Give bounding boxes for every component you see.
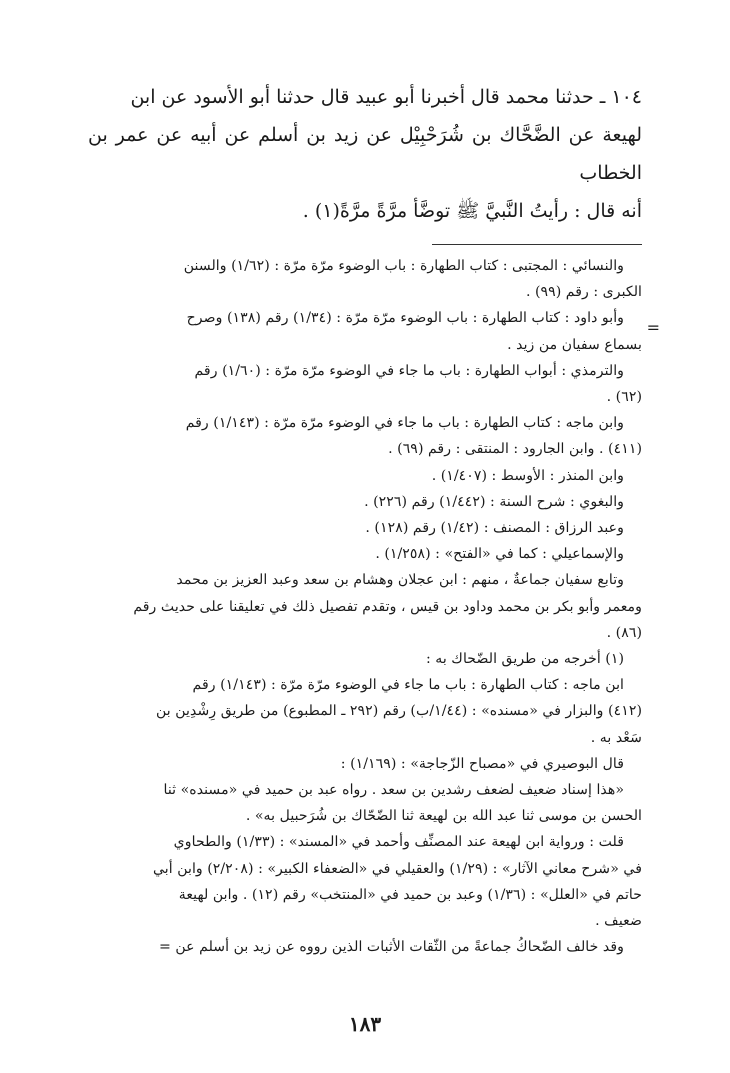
hadith-line: لهيعة عن الضَّحَّاك بن شُرَحْبِيْل عن زيد بن أسلم عن أبيه عن عمر بن الخطاب xyxy=(88,124,642,184)
continuation-mark: = xyxy=(646,318,660,337)
footnote-line: وتابع سفيان جماعةٌ ، منهم : ابن عجلان وهشام بن سعد وعبد العزيز بن محمد xyxy=(176,572,624,589)
footnote-line: والبغوي : شرح السنة : (١/٤٤٢) رقم (٢٢٦) . xyxy=(364,493,624,510)
footnote-line: والنسائي : المجتبى : كتاب الطهارة : باب الوضوء مرّة مرّة : (١/٦٢) والسنن xyxy=(183,258,624,274)
footnote-line: قلت : ورواية ابن لهيعة عند المصنِّف وأحمد في «المسند» : (١/٣٣) والطحاوي xyxy=(173,834,624,851)
footnote-line: بسماع سفيان من زيد . xyxy=(507,336,642,353)
footnote-line: والترمذي : أبواب الطهارة : باب ما جاء في الوضوء مرّة مرّة : (١/٦٠) رقم xyxy=(194,362,624,379)
footnote-line: وابن ماجه : كتاب الطهارة : باب ما جاء في الوضوء مرّة مرّة : (١/١٤٣) رقم xyxy=(185,415,624,432)
footnote-line: (٤١١) . وابن الجارود : المنتقى : رقم (٦٩) . xyxy=(388,441,642,458)
footnote-line: وعبد الرزاق : المصنف : (١/٤٢) رقم (١٢٨) . xyxy=(365,520,624,537)
footnote-line: وابن المنذر : الأوسط : (١/٤٠٧) . xyxy=(431,467,624,484)
page-number: ١٨٣ xyxy=(348,1012,382,1036)
footnote-line: ضعيف . xyxy=(595,913,642,930)
footnote-line: حاتم في «العلل» : (١/٣٦) وعبد بن حميد في «المنتخب» رقم (١٢) . وابن لهيعة xyxy=(178,886,642,903)
footnote-line: في «شرح معاني الآثار» : (١/٢٩) والعقيلي في «الضعفاء الكبير» : (٢/٢٠٨) وابن أبي xyxy=(152,860,642,877)
footnote-line: (٦٢) . xyxy=(606,389,642,406)
footnote-line: ابن ماجه : كتاب الطهارة : باب ما جاء في الوضوء مرّة مرّة : (١/١٤٣) رقم xyxy=(192,677,624,694)
footnote-line: (١) أخرجه من طريق الضّحاك به : xyxy=(425,651,624,668)
footnote-line: قال البوصيري في «مصباح الزّجاجة» : (١/١٦٩) : xyxy=(340,755,624,772)
footnote-divider xyxy=(432,244,642,245)
page-body xyxy=(88,78,642,960)
footnote-line: «هذا إسناد ضعيف لضعف رشدين بن سعد . رواه عبد بن حميد في «مسنده» ثنا xyxy=(163,782,624,799)
hadith-line: ١٠٤ ـ حدثنا محمد قال أخبرنا أبو عبيد قال حدثنا أبو الأسود عن ابن xyxy=(130,86,642,108)
footnote-line: (٤١٢) والبزار في «مسنده» : (١/٤٤/ب) رقم (٢٩٢ ـ المطبوع) من طريق رِشْدِين بن xyxy=(156,703,642,720)
footnote-line: ومعمر وأبو بكر بن محمد وداود بن قيس ، وتقدم تفصيل ذلك في تعليقنا على حديث رقم xyxy=(133,598,642,615)
footnote-line: وقد خالف الضّحاكُ جماعةً من الثّقات الأثبات الذين رووه عن زيد بن أسلم عن = xyxy=(158,939,624,956)
footnote-line: وأبو داود : كتاب الطهارة : باب الوضوء مرّة مرّة : (١/٣٤) رقم (١٣٨) وصرح xyxy=(186,310,624,327)
hadith-text xyxy=(88,78,642,230)
footnote-line: والإسماعيلي : كما في «الفتح» : (١/٢٥٨) . xyxy=(375,546,624,563)
hadith-line: أنه قال : رأيتُ النَّبيَّ ﷺ توضَّأ مرَّةً مرَّةً(١) . xyxy=(302,200,642,222)
footnote-line: الحسن بن موسى ثنا عبد الله بن لهيعة ثنا الضّحّاك بن شُرَحبيل به» . xyxy=(245,808,642,825)
footnote-line: الكبرى : رقم (٩٩) . xyxy=(525,284,642,301)
footnotes xyxy=(88,253,642,960)
footnote-line: (٨٦) . xyxy=(606,624,642,641)
footnote-line: سَعْد به . xyxy=(590,729,642,746)
